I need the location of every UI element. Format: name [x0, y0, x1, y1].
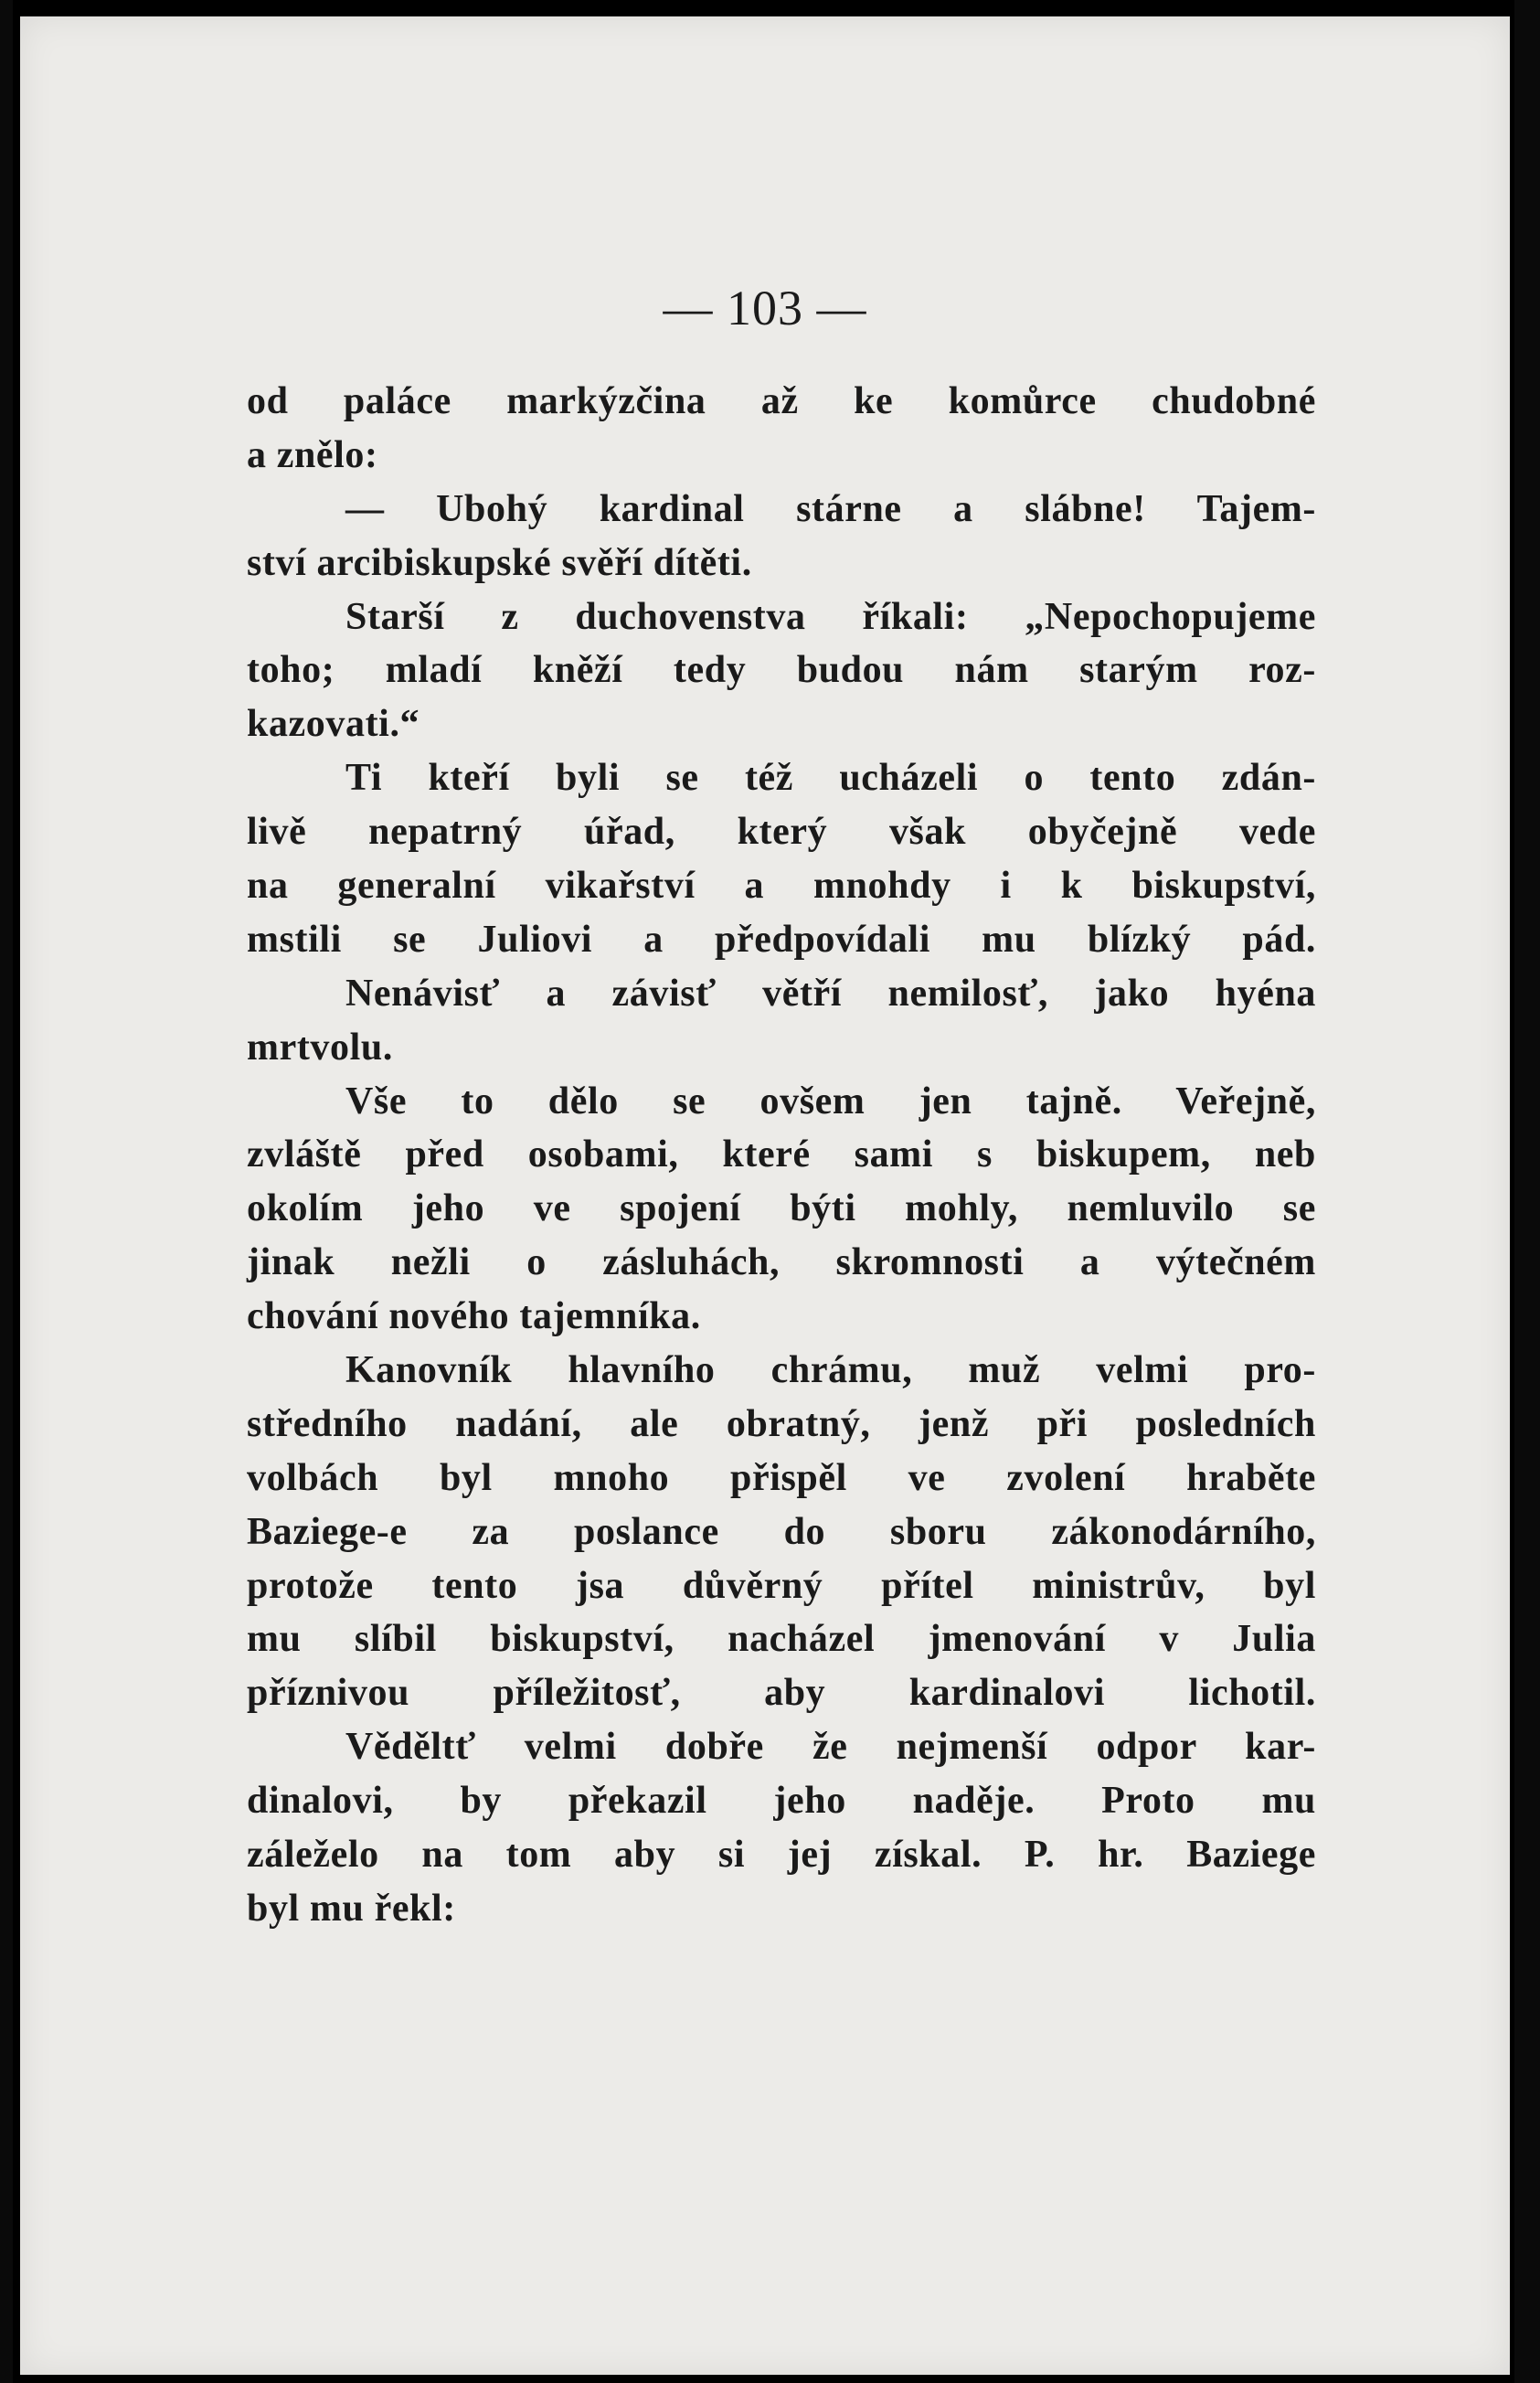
text-line: Věděltť velmi dobře že nejmenší odpor kar- — [345, 1726, 1316, 1769]
scan-right-edge — [1514, 0, 1540, 2383]
text-line: kazovati.“ — [247, 703, 420, 746]
text-line: — Ubohý kardinal stárne a slábne! Tajem- — [345, 487, 1316, 530]
scan-left-edge — [0, 0, 13, 2383]
text-line: volbách byl mnoho přispěl ve zvolení hraběte — [247, 1456, 1316, 1499]
text-line: jinak nežli o zásluhách, skromnosti a výtečném — [247, 1241, 1316, 1284]
text-line: Baziege-e za poslance do sboru zákonodárního, — [247, 1510, 1316, 1553]
text-line: mrtvolu. — [247, 1026, 393, 1069]
text-line: toho; mladí kněží tedy budou nám starým roz- — [247, 649, 1316, 692]
text-line: mu slíbil biskupství, nacházel jmenování v Julia — [247, 1618, 1316, 1661]
text-line: Starší z duchovenstva říkali: „Nepochopujeme — [345, 595, 1316, 638]
text-line: a znělo: — [247, 433, 378, 476]
text-line: livě nepatrný úřad, který však obyčejně vede — [247, 811, 1316, 854]
text-line: Ti kteří byli se též ucházeli o tento zdán- — [345, 757, 1316, 800]
text-line: ství arcibiskupské svěří dítěti. — [247, 541, 752, 584]
text-line: od paláce markýzčina až ke komůrce chudobné — [247, 380, 1316, 422]
text-line: dinalovi, by překazil jeho naděje. Proto mu — [247, 1780, 1316, 1823]
text-line: záleželo na tom aby si jej získal. P. hr. Baziege — [247, 1834, 1316, 1877]
text-line: zvláště před osobami, které sami s biskupem, neb — [247, 1133, 1316, 1176]
text-line: Nenávisť a závisť větří nemilosť, jako hyéna — [345, 972, 1316, 1015]
page-number: — 103 — — [663, 281, 867, 335]
text-line: příznivou příležitosť, aby kardinalovi lichotil. — [247, 1672, 1316, 1715]
text-line: byl mu řekl: — [247, 1887, 456, 1930]
text-line: okolím jeho ve spojení býti mohly, nemluvilo se — [247, 1187, 1316, 1230]
text-line: Kanovník hlavního chrámu, muž velmi pro- — [345, 1349, 1316, 1392]
text-line: Vše to dělo se ovšem jen tajně. Veřejně, — [345, 1080, 1316, 1122]
body-text — [247, 375, 1316, 1936]
text-line: protože tento jsa důvěrný přítel ministrův, byl — [247, 1564, 1316, 1607]
text-line: středního nadání, ale obratný, jenž při posledních — [247, 1402, 1316, 1445]
book-page — [20, 16, 1510, 2375]
text-line: na generalní vikařství a mnohdy i k biskupství, — [247, 865, 1316, 908]
text-line: mstili se Juliovi a předpovídali mu blízký pád. — [247, 918, 1316, 961]
text-line: chování nového tajemníka. — [247, 1295, 701, 1338]
